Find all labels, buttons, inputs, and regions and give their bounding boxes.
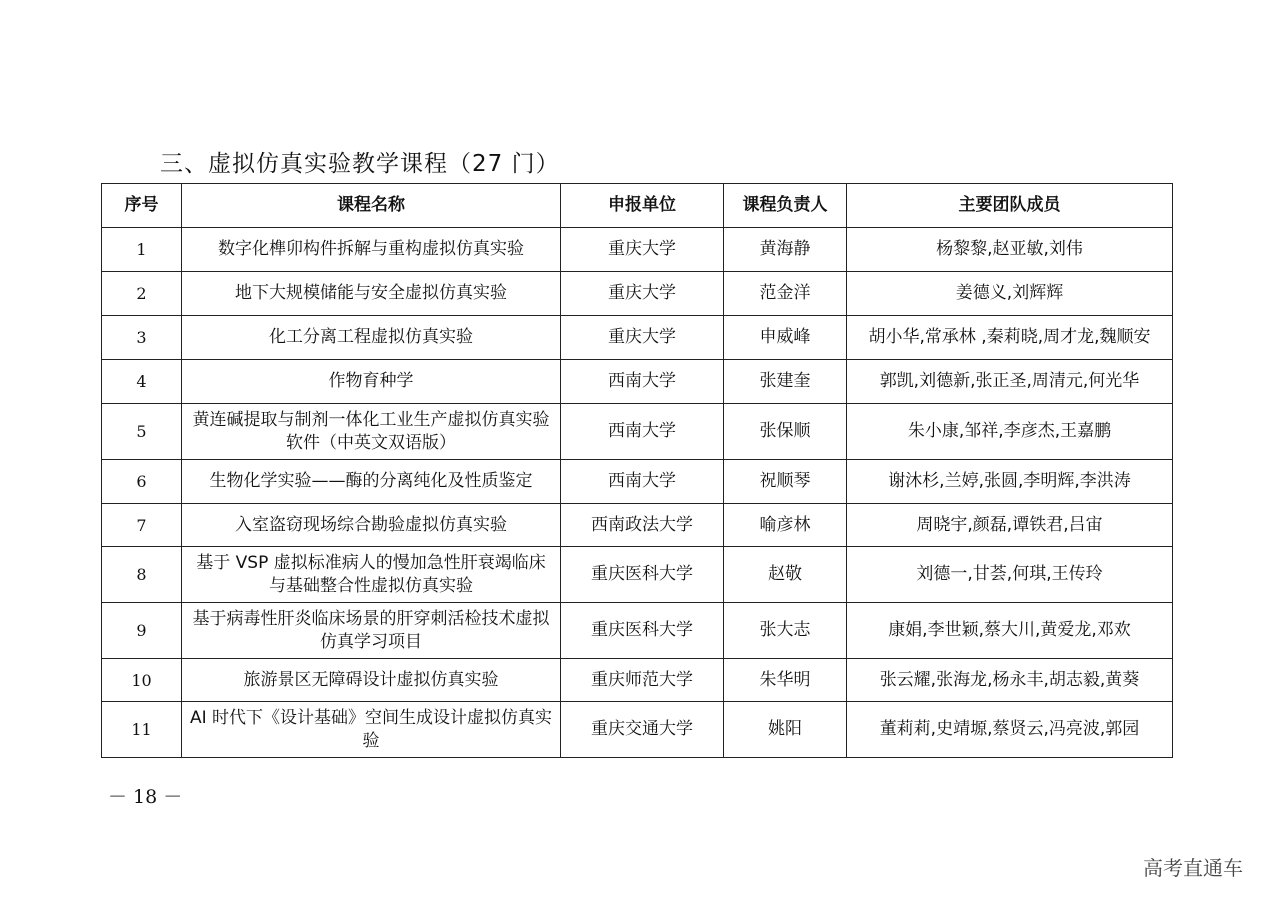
row-leader: 范金洋 (724, 272, 847, 316)
row-course-name: 生物化学实验——酶的分离纯化及性质鉴定 (182, 460, 561, 504)
table-row (102, 460, 1173, 504)
row-leader: 朱华明 (724, 659, 847, 702)
row-unit: 重庆师范大学 (561, 659, 724, 702)
row-unit: 西南大学 (561, 460, 724, 504)
table-row (102, 547, 1173, 603)
row-course-name: 基于 VSP 虚拟标准病人的慢加急性肝衰竭临床与基础整合性虚拟仿真实验 (182, 547, 561, 603)
header-unit: 申报单位 (561, 184, 724, 228)
table-row (102, 272, 1173, 316)
watermark-text: 高考直通车 (1143, 856, 1243, 880)
course-table (101, 183, 1173, 758)
row-leader: 姚阳 (724, 702, 847, 758)
row-course-name: 作物育种学 (182, 360, 561, 404)
row-leader: 张建奎 (724, 360, 847, 404)
section-title: 三、虚拟仿真实验教学课程（27 门） (160, 151, 560, 177)
row-leader: 赵敬 (724, 547, 847, 603)
row-unit: 西南大学 (561, 404, 724, 460)
row-members: 姜德义,刘辉辉 (847, 272, 1173, 316)
row-no: 11 (102, 702, 182, 758)
row-course-name: 化工分离工程虚拟仿真实验 (182, 316, 561, 360)
row-unit: 西南大学 (561, 360, 724, 404)
row-course-name: 旅游景区无障碍设计虚拟仿真实验 (182, 659, 561, 702)
row-members: 刘德一,甘荟,何琪,王传玲 (847, 547, 1173, 603)
row-leader: 祝顺琴 (724, 460, 847, 504)
row-leader: 黄海静 (724, 228, 847, 272)
row-no: 3 (102, 316, 182, 360)
table-row (102, 404, 1173, 460)
row-members: 周晓宇,颜磊,谭铁君,吕宙 (847, 504, 1173, 547)
row-members: 郭凯,刘德新,张正圣,周清元,何光华 (847, 360, 1173, 404)
row-members: 胡小华,常承林 ,秦莉晓,周才龙,魏顺安 (847, 316, 1173, 360)
row-unit: 重庆医科大学 (561, 547, 724, 603)
table-row (102, 603, 1173, 659)
row-course-name: 数字化榫卯构件拆解与重构虚拟仿真实验 (182, 228, 561, 272)
table-row (102, 360, 1173, 404)
row-members: 谢沐杉,兰婷,张圆,李明辉,李洪涛 (847, 460, 1173, 504)
row-course-name: 入室盗窃现场综合勘验虚拟仿真实验 (182, 504, 561, 547)
header-leader: 课程负责人 (724, 184, 847, 228)
row-no: 6 (102, 460, 182, 504)
row-members: 张云耀,张海龙,杨永丰,胡志毅,黄葵 (847, 659, 1173, 702)
row-leader: 张大志 (724, 603, 847, 659)
row-course-name: 黄连碱提取与制剂一体化工业生产虚拟仿真实验软件（中英文双语版） (182, 404, 561, 460)
row-members: 杨黎黎,赵亚敏,刘伟 (847, 228, 1173, 272)
row-unit: 重庆交通大学 (561, 702, 724, 758)
row-course-name: 基于病毒性肝炎临床场景的肝穿刺活检技术虚拟仿真学习项目 (182, 603, 561, 659)
table-header-row (102, 184, 1173, 228)
row-unit: 重庆大学 (561, 316, 724, 360)
table-row (102, 702, 1173, 758)
row-no: 1 (102, 228, 182, 272)
row-members: 朱小康,邹祥,李彦杰,王嘉鹏 (847, 404, 1173, 460)
header-no: 序号 (102, 184, 182, 228)
row-no: 5 (102, 404, 182, 460)
row-no: 2 (102, 272, 182, 316)
row-members: 董莉莉,史靖塬,蔡贤云,冯亮波,郭园 (847, 702, 1173, 758)
row-no: 4 (102, 360, 182, 404)
table-row (102, 316, 1173, 360)
table-row (102, 659, 1173, 702)
row-unit: 重庆大学 (561, 272, 724, 316)
table-row (102, 228, 1173, 272)
row-no: 7 (102, 504, 182, 547)
header-members: 主要团队成员 (847, 184, 1173, 228)
page-number: － 18 － (108, 786, 183, 808)
header-course-name: 课程名称 (182, 184, 561, 228)
row-course-name: 地下大规模储能与安全虚拟仿真实验 (182, 272, 561, 316)
row-unit: 重庆医科大学 (561, 603, 724, 659)
row-leader: 喻彦林 (724, 504, 847, 547)
row-no: 9 (102, 603, 182, 659)
table-row (102, 504, 1173, 547)
row-leader: 张保顺 (724, 404, 847, 460)
row-unit: 重庆大学 (561, 228, 724, 272)
row-no: 10 (102, 659, 182, 702)
row-no: 8 (102, 547, 182, 603)
row-unit: 西南政法大学 (561, 504, 724, 547)
row-leader: 申威峰 (724, 316, 847, 360)
row-members: 康娟,李世颖,蔡大川,黄爱龙,邓欢 (847, 603, 1173, 659)
row-course-name: AI 时代下《设计基础》空间生成设计虚拟仿真实验 (182, 702, 561, 758)
